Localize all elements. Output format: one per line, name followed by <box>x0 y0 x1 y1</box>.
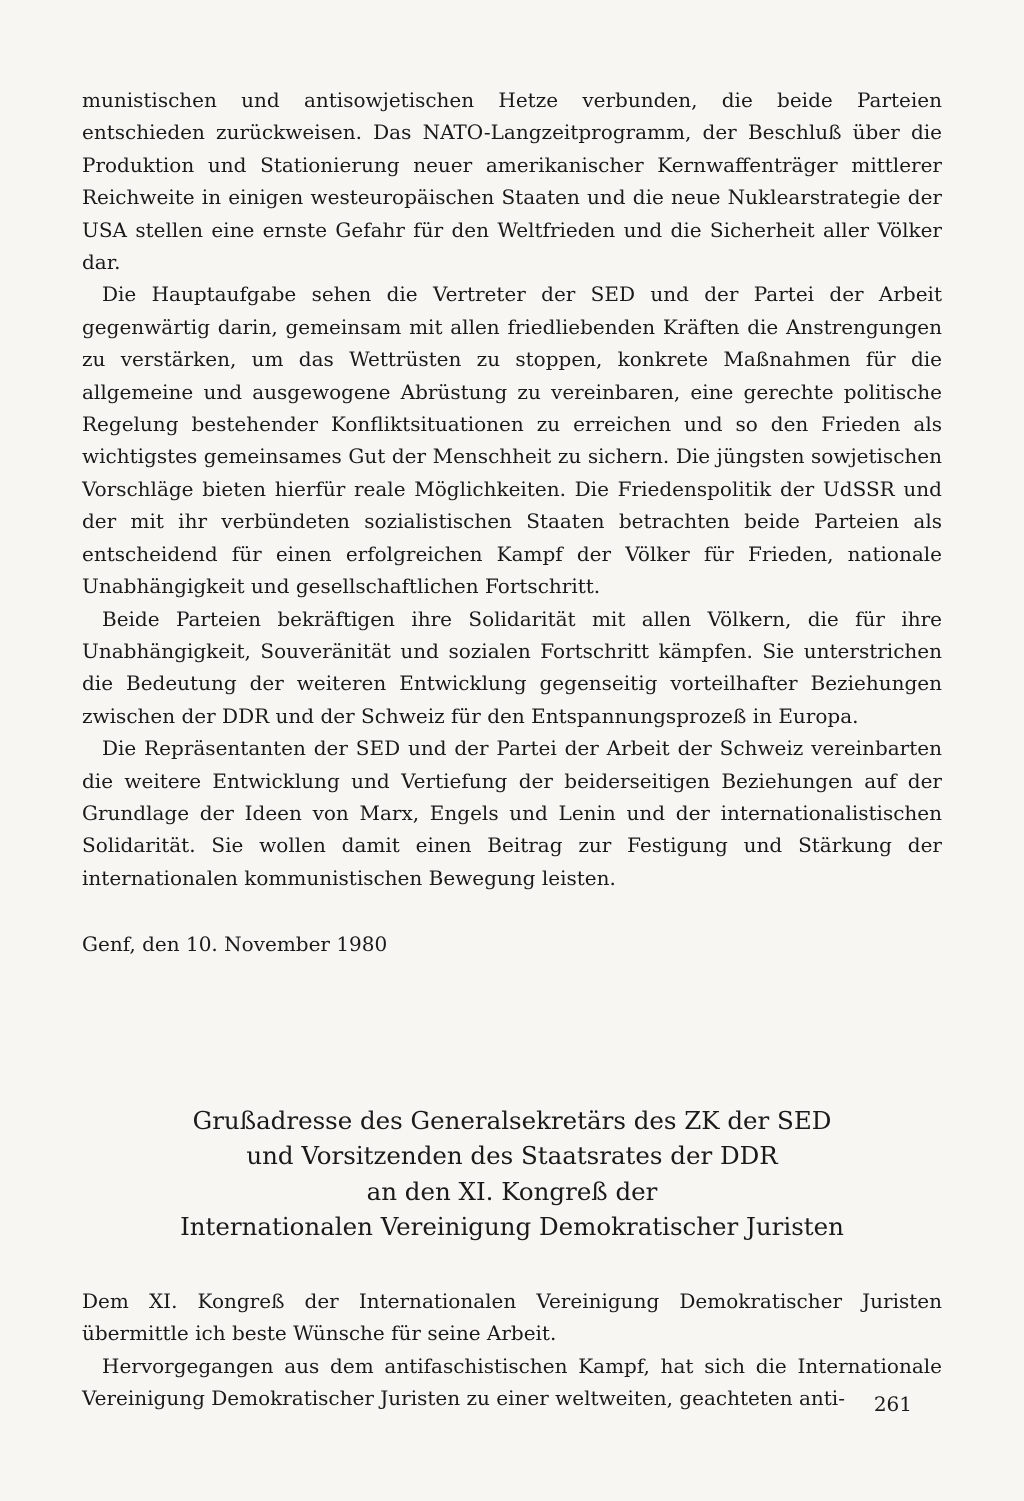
paragraph-greeting: Dem XI. Kongreß der Internationalen Vereinigung Demokratischer Juristen übermittle ich beste Wünsche für seine Arbeit. <box>82 1288 942 1346</box>
section-title-line: und Vorsitzenden des Staatsrates der DDR <box>246 1141 778 1171</box>
paragraph-nato-threat: munistischen und antisowjetischen Hetze verbunden, die beide Parteien entschieden zurückweisen. Das NATO-Langzeitprogramm, der Beschluß über die Produktion und Stationierung neuer amerikanischer Kernwaffenträger mittlerer Reichweite in einigen westeuropäischen Staaten und die neue Nuklearstrategie der USA stellen eine ernste Gefahr für den Weltfrieden und die Sicherheit aller Völker dar. <box>82 88 942 275</box>
section-title <box>82 1103 942 1245</box>
paragraph-relations: Die Repräsentanten der SED und der Partei der Arbeit der Schweiz vereinbarten die weitere Entwicklung und Vertiefung der beiderseitigen Beziehungen auf der Grundlage der Ideen von Marx, Engels und Lenin und der internationalistischen Solidarität. Sie wollen damit einen Beitrag zur Festigung und Stärkung der internationalen kommunistischen Bewegung leisten. <box>82 736 942 890</box>
greeting-body <box>82 1285 942 1415</box>
section-title-line: Internationalen Vereinigung Demokratischer Juristen <box>180 1212 844 1242</box>
dateline: Genf, den 10. November 1980 <box>82 932 388 957</box>
paragraph-main-task: Die Hauptaufgabe sehen die Vertreter der SED und der Partei der Arbeit gegenwärtig darin, gemeinsam mit allen friedliebenden Kräften die Anstrengungen zu verstärken, um das Wettrüsten zu stoppen, konkrete Maßnahmen für die allgemeine und ausgewogene Abrüstung zu vereinbaren, eine gerechte politische Regelung bestehender Konfliktsituationen zu erreichen und so den Frieden als wichtigstes gemeinsames Gut der Menschheit zu sichern. Die jüngsten sowjetischen Vorschläge bieten hierfür reale Möglichkeiten. Die Friedenspolitik der UdSSR und der mit ihr verbündeten sozialistischen Staaten betrachten beide Parteien als entscheidend für einen erfolgreichen Kampf der Völker für Frieden, nationale Unabhängigkeit und gesellschaftlichen Fortschritt. <box>82 282 942 599</box>
section-title-line: an den XI. Kongreß der <box>366 1176 658 1206</box>
paragraph-solidarity: Beide Parteien bekräftigen ihre Solidarität mit allen Völkern, die für ihre Unabhängigkeit, Souveränität und sozialen Fortschritt kämpfen. Sie unterstrichen die Bedeutung der weiteren Entwicklung gegenseitig vorteilhafter Beziehungen zwischen der DDR und der Schweiz für den Entspannungsprozeß in Europa. <box>82 606 942 728</box>
paragraph-origin: Hervorgegangen aus dem antifaschistischen Kampf, hat sich die Internationale Vereinigung Demokratischer Juristen zu einer weltweiten, geachteten anti- <box>82 1353 942 1411</box>
page-number: 261 <box>873 1392 912 1416</box>
section-title-line: Grußadresse des Generalsekretärs des ZK der SED <box>192 1105 832 1135</box>
